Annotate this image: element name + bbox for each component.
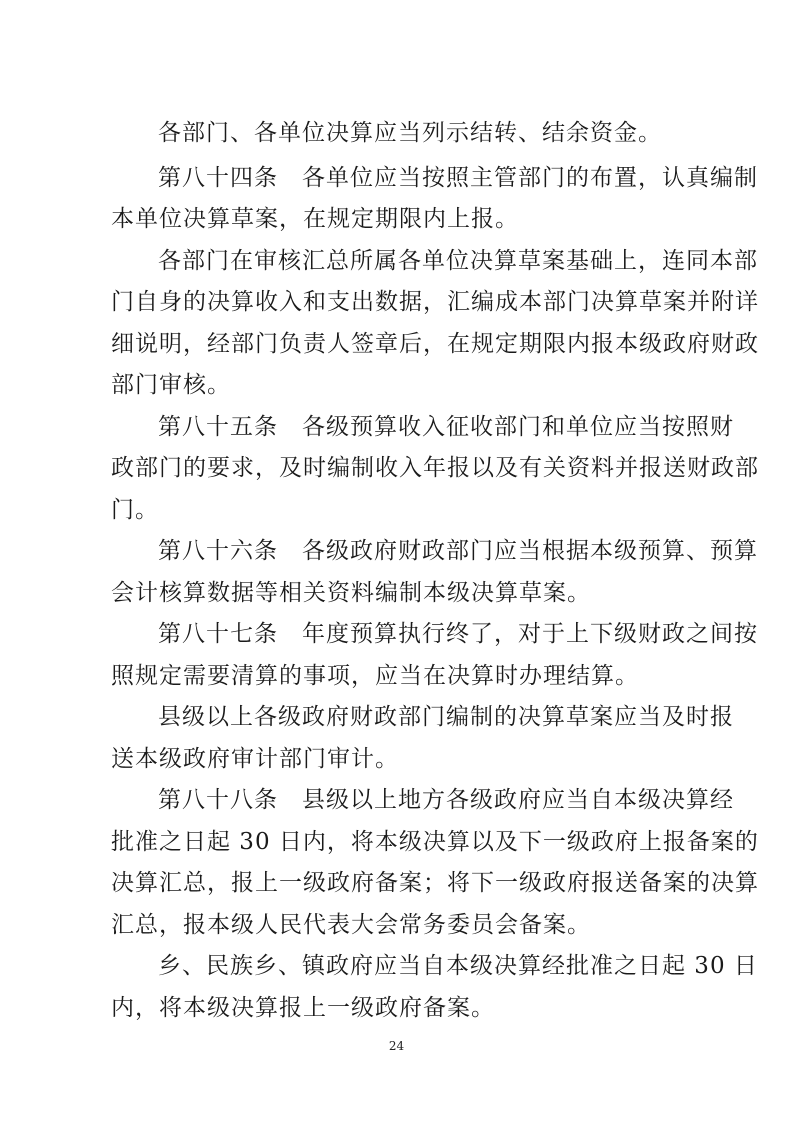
text-line: 照规定需要清算的事项，应当在决算时办理结算。 (111, 663, 639, 689)
text-line: 细说明，经部门负责人签章后，在规定期限内报本级政府财政 (111, 331, 759, 357)
text-line: 乡、民族乡、镇政府应当自本级决算经批准之日起 30 日 (158, 953, 758, 979)
text-line: 门。 (111, 497, 159, 523)
text-line: 县级以上各级政府财政部门编制的决算草案应当及时报 (158, 704, 734, 730)
text-line: 会计核算数据等相关资料编制本级决算草案。 (111, 580, 591, 606)
text-line: 各部门、各单位决算应当列示结转、结余资金。 (158, 120, 662, 146)
text-line: 第八十八条 县级以上地方各级政府应当自本级决算经 (158, 787, 734, 813)
page-number: 24 (388, 1039, 405, 1053)
text-line: 各部门在审核汇总所属各单位决算草案基础上，连同本部 (158, 248, 758, 274)
text-line: 第八十七条 年度预算执行终了，对于上下级财政之间按 (158, 621, 758, 647)
text-line: 部门审核。 (111, 372, 231, 398)
text-line: 内，将本级决算报上一级政府备案。 (111, 995, 495, 1021)
text-line: 决算汇总，报上一级政府备案；将下一级政府报送备案的决算 (111, 870, 759, 896)
text-line: 第八十六条 各级政府财政部门应当根据本级预算、预算 (158, 538, 758, 564)
text-line: 第八十四条 各单位应当按照主管部门的布置，认真编制 (158, 165, 758, 191)
text-line: 政部门的要求，及时编制收入年报以及有关资料并报送财政部 (111, 455, 759, 481)
text-line: 汇总，报本级人民代表大会常务委员会备案。 (111, 912, 591, 938)
text-line: 批准之日起 30 日内，将本级决算以及下一级政府上报备案的 (111, 829, 759, 855)
text-line: 第八十五条 各级预算收入征收部门和单位应当按照财 (158, 414, 734, 440)
text-line: 门自身的决算收入和支出数据，汇编成本部门决算草案并附详 (111, 289, 759, 315)
text-line: 送本级政府审计部门审计。 (111, 746, 399, 772)
text-line: 本单位决算草案，在规定期限内上报。 (111, 206, 519, 232)
